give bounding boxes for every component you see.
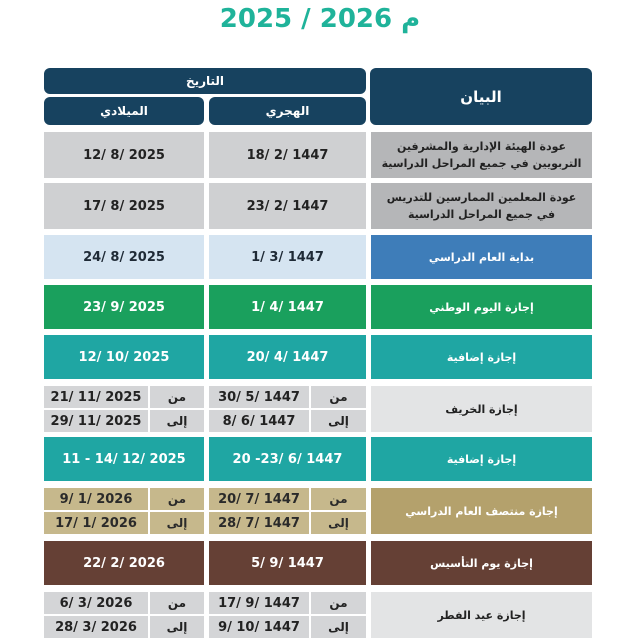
gregorian-from-date: 6/ 3/ 2026 [44,592,148,614]
hijri-date: 20 -23/ 6/ 1447 [209,437,366,481]
row-desc: إجازة يوم التأسيس [371,541,592,585]
header-date: التاريخ [44,68,366,94]
gregorian-date: 12/ 8/ 2025 [44,132,204,178]
gregorian-date: 12/ 10/ 2025 [44,335,204,379]
gregorian-date: 17/ 8/ 2025 [44,183,204,229]
gregorian-to-date: 28/ 3/ 2026 [44,616,148,638]
to-label: إلى [311,512,366,534]
row-desc: إجازة منتصف العام الدراسي [371,488,592,534]
header-gregorian: الميلادي [44,97,204,125]
row-desc: بداية العام الدراسي [371,235,592,279]
to-label: إلى [150,512,204,534]
gregorian-date: 11 - 14/ 12/ 2025 [44,437,204,481]
gregorian-date: 23/ 9/ 2025 [44,285,204,329]
hijri-from-date: 30/ 5/ 1447 [209,386,309,408]
page-title: 2025 / 2026 م [219,4,421,34]
hijri-from-date: 17/ 9/ 1447 [209,592,309,614]
to-label: إلى [311,410,366,432]
hijri-date: 1/ 4/ 1447 [209,285,366,329]
header-statement: البيان [370,68,592,125]
from-label: من [311,488,366,510]
hijri-date: 20/ 4/ 1447 [209,335,366,379]
row-desc: إجازة إضافية [371,335,592,379]
to-label: إلى [150,616,204,638]
hijri-to-date: 28/ 7/ 1447 [209,512,309,534]
hijri-date: 1/ 3/ 1447 [209,235,366,279]
to-label: إلى [311,616,366,638]
gregorian-date: 22/ 2/ 2026 [44,541,204,585]
gregorian-date: 24/ 8/ 2025 [44,235,204,279]
to-label: إلى [150,410,204,432]
row-desc: إجازة الخريف [371,386,592,432]
from-label: من [150,592,204,614]
from-label: من [311,386,366,408]
row-desc: عودة المعلمين الممارسين للتدريس في جميع المراحل الدراسية [371,183,592,229]
from-label: من [150,488,204,510]
hijri-from-date: 20/ 7/ 1447 [209,488,309,510]
gregorian-to-date: 29/ 11/ 2025 [44,410,148,432]
gregorian-to-date: 17/ 1/ 2026 [44,512,148,534]
hijri-date: 23/ 2/ 1447 [209,183,366,229]
hijri-to-date: 9/ 10/ 1447 [209,616,309,638]
from-label: من [150,386,204,408]
row-desc: عودة الهيئة الإدارية والمشرفين التربويين في جميع المراحل الدراسية [371,132,592,178]
row-desc: إجازة عيد الفطر [371,592,592,638]
hijri-to-date: 8/ 6/ 1447 [209,410,309,432]
gregorian-from-date: 9/ 1/ 2026 [44,488,148,510]
row-desc: إجازة إضافية [371,437,592,481]
gregorian-from-date: 21/ 11/ 2025 [44,386,148,408]
header-hijri: الهجري [209,97,366,125]
hijri-date: 18/ 2/ 1447 [209,132,366,178]
row-desc: إجازة اليوم الوطني [371,285,592,329]
from-label: من [311,592,366,614]
hijri-date: 5/ 9/ 1447 [209,541,366,585]
